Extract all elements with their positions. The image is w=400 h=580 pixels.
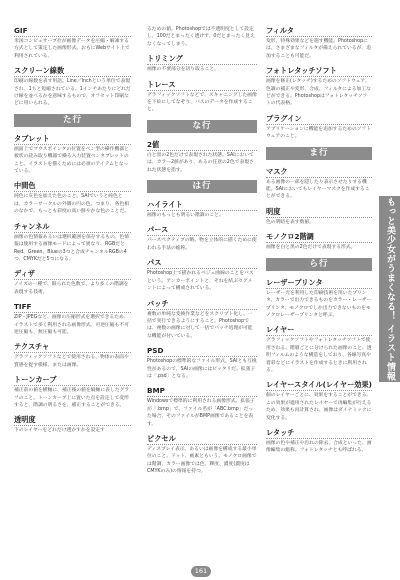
glossary-term: マスク xyxy=(266,167,372,178)
glossary-term: PSD xyxy=(147,346,257,357)
glossary-entry xyxy=(266,278,372,320)
glossary-definition: 画像を白と黒の2色だけで表現する形式。 xyxy=(266,245,356,251)
glossary-entry xyxy=(147,299,257,341)
glossary-entry xyxy=(14,66,131,108)
glossary-definition: 複数の単純な変換作業などをスクリプト化し、一括で実行できるようにすること。Photoshopでは、複数の画像に対して一括でバッチ処理が可能な機能が付いている。 xyxy=(147,311,253,339)
glossary-term: レイヤースタイル(レイヤー効果) xyxy=(266,380,372,390)
section-header: ら行 xyxy=(266,258,372,271)
glossary-definition: ZIP・JPEGなど、画像の圧縮形式を選択できるため、イラストで多く利用される画像形式。可逆圧縮も不可逆圧縮も、無圧縮も可能。 xyxy=(14,315,129,335)
glossary-entry xyxy=(14,302,131,336)
glossary-definition: 画像の色情報あるいは選択範囲を保存するもの。色情報は使用する画像モードによって異なり、RGBだとRed、Green、Blueの3つと合成チャンネルRGBの4つ、CMYKだと5つになる。 xyxy=(14,234,129,262)
glossary-term: バッチ xyxy=(147,299,257,310)
glossary-term: BMP xyxy=(147,386,257,397)
glossary-entry xyxy=(147,54,257,73)
glossary-entry xyxy=(14,181,131,215)
section-header: ま行 xyxy=(266,147,372,160)
glossary-definition: 補正前の値を横軸に、補正後の値を縦軸に表したグラフのこと。トーンカーブ上に置いた点を設定して変形すると、階調の明るさを、補正することができる。 xyxy=(14,388,130,408)
glossary-entry xyxy=(147,225,257,252)
glossary-term: 明度 xyxy=(266,207,372,218)
glossary-definition: るための値。Photoshopでは不透明度として設定し、100だとまったく透けず、0だとまったく見えなくなってしまう。 xyxy=(147,27,255,47)
section-header: は行 xyxy=(147,180,257,193)
glossary-term: パス xyxy=(147,258,257,269)
glossary-entry xyxy=(14,342,131,369)
glossary-definition: 色の明暗を表す数値。 xyxy=(266,219,314,225)
glossary-definition: 印刷の線数を表す用語。Line／Inchという単位で表現され、1ちと短縮されている。1インチあたりにどれだけ線を並べるかを意味するもので、オフセット印刷などに用いられる。 xyxy=(14,79,131,107)
glossary-term: トーンカーブ xyxy=(14,375,131,386)
glossary-definition: 個のレイヤーごとに、効果をすることができる。この効果が適用されたレイヤーで再編集が行えるため、効果も再計算され、画像はダイナミックに変化する。 xyxy=(266,393,372,421)
glossary-definition: グラフィックソフトなどで、スキャニングした画像を下絵にしてなぞり、パスのデータを作成すること。 xyxy=(147,92,257,113)
glossary-definition: 画像のもっとも明るい階調のこと。 xyxy=(147,213,224,219)
glossary-term: プラグイン xyxy=(266,114,372,125)
glossary-definition: 純色に灰色を加えた色のこと。SAIでいうと純色とは、カラーサークルの外側の円の色。つまり、各色相のなかで、もっとも彩度の高い鮮やかな色のことだ。 xyxy=(14,194,130,215)
glossary-definition: Photoshopの標準的なファイル形式。SAIとも互換性があるので、SAIの画像にはピッタリだ。拡張子は「.psd」となる。 xyxy=(147,359,257,379)
glossary-definition: ディスプレイ表示、あるいは画像を構成する最小単位のこと。ドット、画素ともいう。モノクロ画像では階調、カラー画像では色、輝度、濃度(濃度はCMYKのみ)の情報を持つ。 xyxy=(147,446,257,475)
glossary-entry xyxy=(14,269,131,296)
side-tab-chapter-label: もっと美少女がうまくなる！ イラスト情報 xyxy=(379,196,400,382)
glossary-term: レイヤー xyxy=(266,325,372,336)
glossary-entry xyxy=(266,207,372,226)
glossary-definition: 画像の不要部分を切り取ること。 xyxy=(147,67,219,73)
glossary-term: フィルタ xyxy=(266,26,372,37)
glossary-entry xyxy=(14,26,131,60)
glossary-entry xyxy=(266,428,372,455)
glossary-entry xyxy=(147,346,257,380)
glossary-definition: 変形、特殊効果などを施す機能。Photoshopには、さまざまなフィルタが備えられているが、追加することも可能だ。 xyxy=(266,39,371,59)
glossary-entry xyxy=(14,222,131,264)
glossary-definition: Photoshop上で描かれるベジェ曲線のことをパスという。アンカーポイントと、それを結ぶセグメントによって構成されている。 xyxy=(147,271,254,292)
page-number: 161 xyxy=(191,566,211,577)
glossary-entry xyxy=(14,375,131,409)
glossary-term: レタッチ xyxy=(266,428,372,439)
glossary-term: チャンネル xyxy=(14,222,131,233)
glossary-term: 2値 xyxy=(147,140,257,151)
glossary-definition: レーザー光を利用した印刷技術を用いたプリンタ。カラーで出力できるものをカラー・レーザープリンタ、モノクロでしか出力できないものをモノクロレーザープリンタと呼ぶ。 xyxy=(266,290,372,318)
glossary-definition: 白と黒の2色だけで表現された状態。SAIにおいては、カラー2値があり、あるの任意の2色で表現された状態を指す。 xyxy=(147,152,254,173)
glossary-entry xyxy=(147,434,257,476)
glossary-term: タブレット xyxy=(14,134,131,145)
glossary-definition: ノイズの一種で、限られた色数で、より多くの階調を表現する技術。 xyxy=(14,282,129,295)
section-header: な行 xyxy=(147,120,257,133)
glossary-definition: Windowsで標準的に利用される画像形式。拡張子が「.bmp」で、ファイル名が「ABC.bmp」だった場合、そのファイルがBMP画像であることを表す。 xyxy=(147,399,255,427)
glossary-term: テクスチャ xyxy=(14,342,131,353)
glossary-entry xyxy=(147,26,257,48)
glossary-entry xyxy=(266,380,372,422)
glossary-entry xyxy=(266,167,372,201)
glossary-definition: ある画像の一部を隠したり表示させたりする機能。SAIにおいてもレイヤーマスクを作成することができる。 xyxy=(266,179,370,200)
glossary-term: スクリーン線数 xyxy=(14,66,131,77)
glossary-entry xyxy=(266,26,372,60)
glossary-term: ディザ xyxy=(14,269,131,280)
glossary-column-1 xyxy=(14,26,131,441)
glossary-term: TIFF xyxy=(14,302,131,313)
glossary-entry xyxy=(266,66,372,108)
glossary-entry xyxy=(147,386,257,428)
glossary-definition: 画面上でマウスポインタの位置をペン型の操作機器と板状の読み取り機器で操る入力装置ペンタブレットのこと。イラストを描くためには必須のアイテムとなっている。 xyxy=(14,146,129,175)
glossary-entry xyxy=(266,114,372,141)
glossary-entry xyxy=(266,232,372,251)
glossary-definition: アプリケーションに機能を追加するためのソフトウェアのこと。 xyxy=(266,126,371,140)
glossary-entry xyxy=(14,415,131,434)
glossary-term: 中間色 xyxy=(14,181,131,192)
section-header: た行 xyxy=(14,114,131,127)
glossary-entry xyxy=(147,258,257,292)
glossary-term: GIF xyxy=(14,26,131,37)
glossary-definition: 下のレイヤーをどれだけ透かすかを設定す xyxy=(14,428,105,434)
glossary-column-3 xyxy=(266,26,372,461)
glossary-entry xyxy=(147,200,257,219)
glossary-term: ピクセル xyxy=(147,434,257,445)
glossary-definition: パースペクティブの略。物を立体的に描くために使われる手法の総称。 xyxy=(147,238,257,251)
glossary-column-2 xyxy=(147,26,257,482)
glossary-entry xyxy=(147,140,257,174)
glossary-term: モノクロ2階調 xyxy=(266,232,372,243)
glossary-definition: グラフィックソフトやフォトレタッチソフトで使用される、階層ごとに分けられた画像のこと。透明フィルムのような構造をしており、各線写真や着彩などにイラストを作成するときに利用される。 xyxy=(266,338,372,373)
glossary-term: レーザープリンタ xyxy=(266,278,372,289)
glossary-term: トリミング xyxy=(147,54,257,65)
glossary-term: トレース xyxy=(147,80,257,91)
glossary-term: パース xyxy=(147,225,257,236)
glossary-definition: 画像の色や補正や汚れの除去、合成といった、画像編集の総称。フォトレタッチとも呼ばれる。 xyxy=(266,440,372,454)
glossary-term: 透明度 xyxy=(14,415,131,426)
glossary-term: フォトレタッチソフト xyxy=(266,66,372,77)
glossary-definition: グラフィックソフトなどで使用される、物体の表面や質感を捉す模様、または画像。 xyxy=(14,355,129,368)
glossary-term: ハイライト xyxy=(147,200,257,211)
glossary-definition: 画像を修正(レタッチ)するためのソフトウェア。色調の補正や変形、合成、フィルタによる加工などができる。Photoshopはフォトレタッチソフトの代表格。 xyxy=(266,79,371,107)
glossary-entry xyxy=(266,325,372,374)
glossary-entry xyxy=(147,80,257,114)
glossary-entry xyxy=(14,134,131,176)
glossary-definition: 米国コンピュサーブ社が画像データを圧縮・解凍する方式として策定した画像形式。おもにWebサイト上で利用されている。 xyxy=(14,39,130,59)
